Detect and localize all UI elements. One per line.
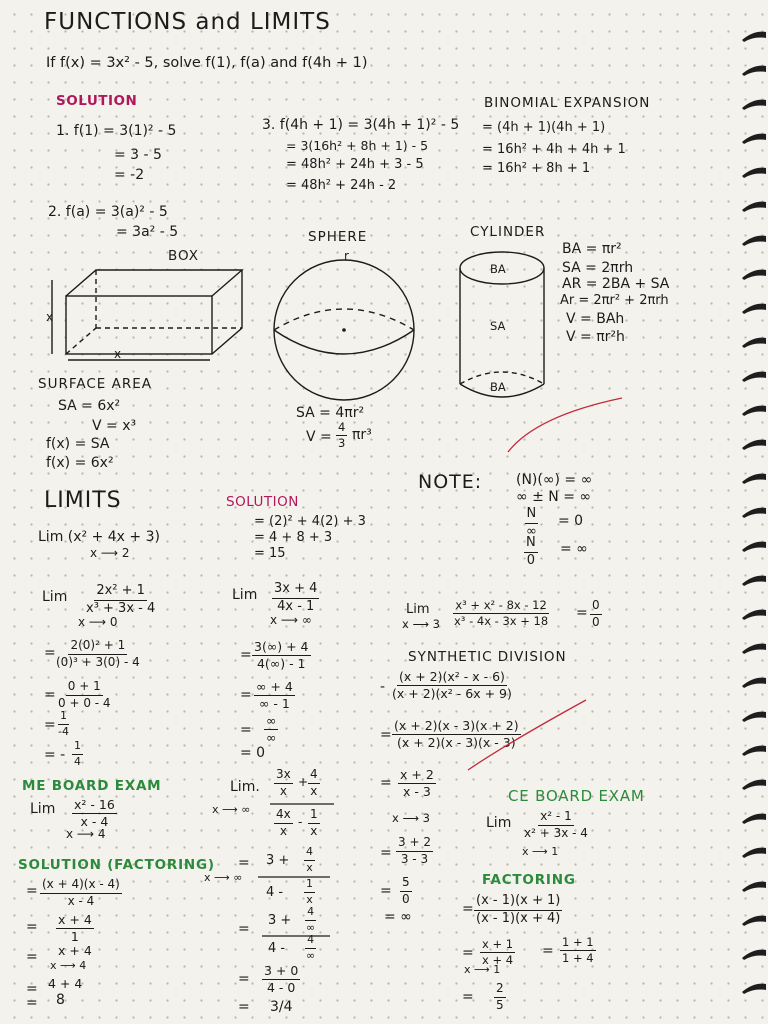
ce-eq-1: =: [462, 901, 474, 917]
f1-line-2: = 3 - 5: [114, 147, 162, 163]
ex5-frac-d1: $\frac{4x}{x}$: [276, 807, 291, 838]
ex3-lim: Lim: [232, 587, 258, 603]
ex4-result: $\frac{0}{0}$: [592, 598, 600, 629]
me-step-1: $\frac{(x + 4)(x - 4)}{x - 4}$: [42, 877, 120, 908]
ce-step-2-approach: x ⟶ 1: [464, 963, 501, 976]
me-answer: 8: [56, 992, 65, 1008]
me-step-2: $\frac{x + 4}{1}$: [58, 912, 92, 945]
ex5-c1: 3 +: [268, 913, 292, 928]
spiral-ring-icon: [740, 470, 768, 486]
binomial-line-1: = (4h + 1)(4h + 1): [482, 120, 606, 135]
limits-solution-heading: SOLUTION: [226, 494, 299, 510]
spiral-ring-icon: [740, 96, 768, 112]
me-eq-3: =: [26, 949, 38, 965]
ex5-frac-d2: $\frac{1}{x}$: [310, 807, 318, 838]
ex4-step-3: $\frac{x + 2}{x - 3}$: [400, 767, 434, 800]
ex5-eq-3: =: [238, 971, 250, 987]
cyl-formula-5: V = BAh: [566, 311, 625, 327]
ex2-eq-3: =: [44, 717, 56, 733]
ex3-eq-1: =: [240, 647, 252, 663]
sphere-title: SPHERE: [308, 229, 368, 245]
ex3-step-1: $\frac{3(\infty) + 4}{4(\infty) - 1}$: [254, 639, 309, 672]
spiral-ring-icon: [740, 300, 768, 316]
f1-line-1: 1. f(1) = 3(1)² - 5: [56, 123, 177, 139]
spiral-ring-icon: [740, 776, 768, 792]
sphere-v-suffix: πr³: [352, 427, 372, 443]
red-check-mark-1: [506, 394, 626, 458]
ex5-minus: -: [298, 815, 303, 829]
sol1-line-3: = 15: [254, 546, 286, 561]
ce-fraction: $\frac{\text{x² - 1}}{\text{x² + 3x - 4}}$: [524, 809, 588, 840]
box-height-label: x: [46, 310, 54, 324]
sol1-line-1: = (2)² + 4(2) + 3: [254, 514, 366, 529]
note-frac-2: $\frac{N}{0}$: [526, 535, 536, 568]
ex2-answer-prefix: = -: [44, 747, 66, 763]
sphere-v-prefix: V =: [306, 429, 332, 445]
spiral-ring-icon: [740, 436, 768, 452]
ex4-eq-1: -: [380, 679, 386, 695]
f4h-line-1: 3. f(4h + 1) = 3(4h + 1)² - 5: [262, 117, 460, 133]
ex5-eq-1: =: [238, 855, 250, 871]
spiral-ring-icon: [740, 538, 768, 554]
problem-statement: If f(x) = 3x² - 5, solve f(1), f(a) and f(4h + 1): [46, 55, 368, 71]
spiral-ring-icon: [740, 708, 768, 724]
ce-board-title: CE BOARD EXAM: [508, 787, 645, 805]
ce-eq-2: =: [462, 945, 474, 961]
solution-heading: SOLUTION: [56, 93, 138, 109]
limits-title: LIMITS: [44, 488, 122, 513]
ce-eq-4: =: [462, 989, 474, 1005]
page-title: FUNCTIONS and LIMITS: [44, 9, 331, 35]
note-frac-1: N ∞: [526, 506, 537, 539]
sa-line-2: V = x³: [92, 418, 137, 434]
me-approach: x ⟶ 4: [66, 827, 106, 841]
ex2-lim: Lim: [42, 589, 68, 605]
ex2-step-2: $\frac{0 + 1}{0 + 0 - 4}$: [58, 679, 111, 710]
spiral-ring-icon: [740, 164, 768, 180]
me-board-title: ME BOARD EXAM: [22, 778, 162, 794]
ce-step-2: $\frac{x + 1}{x + 4}$: [482, 937, 514, 968]
ce-approach: x ⟶ 1: [522, 845, 559, 858]
me-lim: Lim: [30, 801, 56, 817]
note-line-2: ∞ ± N = ∞: [516, 489, 592, 505]
ex4-lim: Lim: [406, 602, 430, 617]
ex5-eq-4: =: [238, 999, 250, 1015]
spiral-ring-icon: [740, 232, 768, 248]
ex5-approach: x ⟶ ∞: [212, 803, 251, 816]
ex4-step-1: $\frac{\text{(x + 2)(x² - x - 6)}}{\text{(x + 2)(x² - 6x + 9)}}$: [392, 669, 512, 702]
ex5-lim: Lim.: [230, 779, 260, 795]
me-solution-title: SOLUTION (FACTORING): [18, 857, 215, 873]
sphere-sa: SA = 4πr²: [296, 405, 365, 421]
ex5-c2-frac: 4 ∞: [306, 933, 316, 962]
ex5-main-bar: [270, 803, 334, 805]
spiral-ring-icon: [740, 402, 768, 418]
cyl-formula-2: SA = 2πrh: [562, 260, 634, 276]
ex4-approach: x ⟶ 3: [402, 617, 440, 631]
ce-step-3: $\frac{1 + 1}{1 + 4}$: [562, 935, 594, 966]
ex2-eq-2: =: [44, 687, 56, 703]
ex4-eq-0: =: [576, 605, 588, 621]
cylinder-bottom-label: BA: [490, 380, 506, 394]
ex5-c1-frac: 4 ∞: [306, 905, 316, 934]
ex5-b2-frac: $\frac{1}{x}$: [306, 877, 313, 906]
ex4-eq-4: =: [380, 845, 392, 861]
me-fraction: $\frac{\text{x² - 16}}{x - 4}$: [74, 797, 115, 830]
me-eq-4: =: [26, 981, 38, 997]
spiral-ring-icon: [740, 878, 768, 894]
ex4-approach-2: x ⟶ 3: [392, 811, 430, 825]
ce-lim: Lim: [486, 815, 512, 831]
box-width-label: x: [114, 347, 122, 361]
spiral-ring-icon: [740, 28, 768, 44]
f4h-line-2: = 3(16h² + 8h + 1) - 5: [286, 138, 429, 153]
cylinder-title: CYLINDER: [470, 224, 546, 240]
synthetic-division-title: SYNTHETIC DIVISION: [408, 649, 567, 665]
spiral-ring-icon: [740, 572, 768, 588]
f1-line-3: = -2: [114, 167, 145, 183]
ex3-step-3: ∞ ∞: [266, 713, 277, 746]
ex4-step-4: $\frac{3 + 2}{3 - 3}$: [398, 835, 431, 866]
ex3-step-2: $\frac{\infty + 4}{\infty - 1}$: [256, 679, 293, 712]
cyl-formula-4: Ar = 2πr² + 2πrh: [560, 293, 669, 308]
binomial-title: BINOMIAL EXPANSION: [484, 95, 651, 111]
me-eq-1: =: [26, 883, 38, 899]
ex5-d-frac: $\frac{3 + 0}{4 - 0}$: [264, 963, 299, 996]
red-check-mark-2: [466, 698, 590, 774]
spiral-ring-icon: [740, 810, 768, 826]
spiral-ring-icon: [740, 946, 768, 962]
cyl-formula-6: V = πr²h: [566, 329, 625, 345]
note-label: NOTE:: [418, 471, 483, 493]
ex4-eq-2: =: [380, 727, 392, 743]
ex3-eq-3: =: [240, 722, 252, 738]
note-frac-1-result: = 0: [558, 513, 584, 529]
ex3-fraction: $\frac{3x + 4}{4x - 1}$: [274, 581, 318, 614]
ce-answer: $\frac{2}{5}$: [496, 981, 504, 1012]
ex2-fraction: $\frac{\text{2x² + 1}}{\text{x³ + 3x - 4}}$: [86, 583, 156, 616]
spiral-ring-icon: [740, 504, 768, 520]
ex2-step-3: $\frac{1}{-4}$: [58, 709, 69, 738]
ex5-c-bar: [262, 935, 330, 937]
fa-line-2: = 3a² - 5: [116, 224, 179, 240]
ex4-step-2: $\frac{(x + 2)(x - 3)(x + 2)}{(x + 2)(x - 3)(x - 3)}$: [394, 718, 519, 751]
spiral-ring-icon: [740, 844, 768, 860]
binomial-line-2: = 16h² + 4h + 4h + 1: [482, 142, 626, 157]
limit-ex1: Lim (x² + 4x + 3): [38, 529, 160, 545]
spiral-ring-icon: [740, 130, 768, 146]
spiral-ring-icon: [740, 62, 768, 78]
sa-line-1: SA = 6x²: [58, 398, 121, 414]
sa-line-3: f(x) = SA: [46, 436, 110, 452]
ex5-b1-frac: $\frac{4}{x}$: [306, 845, 313, 874]
spiral-ring-icon: [740, 674, 768, 690]
spiral-ring-icon: [740, 334, 768, 350]
ex2-answer: $\frac{1}{4}$: [74, 739, 81, 768]
box-drawing: [44, 266, 234, 370]
ex5-b1: 3 +: [266, 853, 290, 868]
sphere-drawing: [272, 258, 422, 408]
ex5-approach-2: x ⟶ ∞: [204, 871, 243, 884]
note-line-1: (N)(∞) = ∞: [516, 472, 593, 488]
f4h-line-4: = 48h² + 24h - 2: [286, 178, 397, 193]
ex3-approach: x ⟶ ∞: [270, 613, 312, 627]
me-step-3: x + 4: [58, 943, 92, 958]
ce-eq-3: =: [542, 943, 554, 959]
spiral-ring-icon: [740, 198, 768, 214]
sphere-v-fraction: $\frac{4}{3}$: [338, 420, 346, 451]
sol1-line-2: = 4 + 8 + 3: [254, 530, 333, 545]
ex4-eq-5: =: [380, 883, 392, 899]
ex4-eq-3: =: [380, 775, 392, 791]
me-step-4: 4 + 4: [48, 976, 83, 991]
spiral-ring-icon: [740, 606, 768, 622]
sphere-radius-label: r: [344, 249, 349, 263]
me-eq-5: =: [26, 995, 38, 1011]
ex5-c2: 4 -: [268, 941, 286, 956]
title-underline: [0, 0, 1, 1]
ex5-eq-2: =: [238, 921, 250, 937]
ex4-step-5: $\frac{5}{0}$: [402, 875, 410, 906]
ce-step-1: $\frac{(x - 1)(x + 1)}{(x - 1)(x + 4)}$: [476, 893, 561, 926]
ex5-b-bar: [258, 876, 330, 878]
note-frac-2-result: = ∞: [560, 541, 588, 557]
ex3-eq-2: =: [240, 687, 252, 703]
cyl-formula-3: AR = 2BA + SA: [562, 276, 670, 292]
cylinder-top-label: BA: [490, 262, 506, 276]
ex4-answer: = ∞: [384, 909, 412, 925]
spiral-ring-icon: [740, 980, 768, 996]
limit-ex1-approach: x ⟶ 2: [90, 546, 130, 560]
spiral-ring-icon: [740, 368, 768, 384]
fa-line-1: 2. f(a) = 3(a)² - 5: [48, 204, 168, 220]
binomial-line-3: = 16h² + 8h + 1: [482, 161, 591, 176]
ex4-fraction: $\frac{\text{x³ + x² - 8x - 12}}{\text{x³ - 4x - 3x + 18}}$: [454, 598, 549, 629]
spiral-ring-icon: [740, 266, 768, 282]
ex2-step-1: $\frac{\text{2(0)² + 1}}{\text{(0)³ + 3(0) - 4}}$: [56, 638, 140, 669]
sa-line-4: f(x) = 6x²: [46, 455, 114, 471]
ex3-answer: = 0: [240, 745, 266, 761]
spiral-ring-icon: [740, 640, 768, 656]
ex2-eq-1: =: [44, 645, 56, 661]
f4h-line-3: = 48h² + 24h + 3 - 5: [286, 157, 424, 172]
cylinder-drawing: [458, 250, 554, 402]
spiral-ring-icon: [740, 742, 768, 758]
ex2-approach: x ⟶ 0: [78, 615, 118, 629]
ex5-plus: +: [298, 775, 309, 789]
cylinder-middle-label: SA: [490, 319, 506, 333]
spiral-ring-icon: [740, 912, 768, 928]
surface-area-title: SURFACE AREA: [38, 376, 152, 392]
ex5-b2: 4 -: [266, 885, 284, 900]
ex5-frac-n1: $\frac{3x}{x}$: [276, 767, 291, 798]
me-eq-2: =: [26, 919, 38, 935]
cyl-formula-1: BA = πr²: [562, 241, 622, 257]
ex5-answer: 3/4: [270, 999, 293, 1015]
ex5-frac-n2: $\frac{4}{x}$: [310, 767, 318, 798]
box-title: BOX: [168, 248, 200, 264]
me-step-3-approach: x ⟶ 4: [50, 959, 87, 972]
factoring-title: FACTORING: [482, 872, 576, 888]
